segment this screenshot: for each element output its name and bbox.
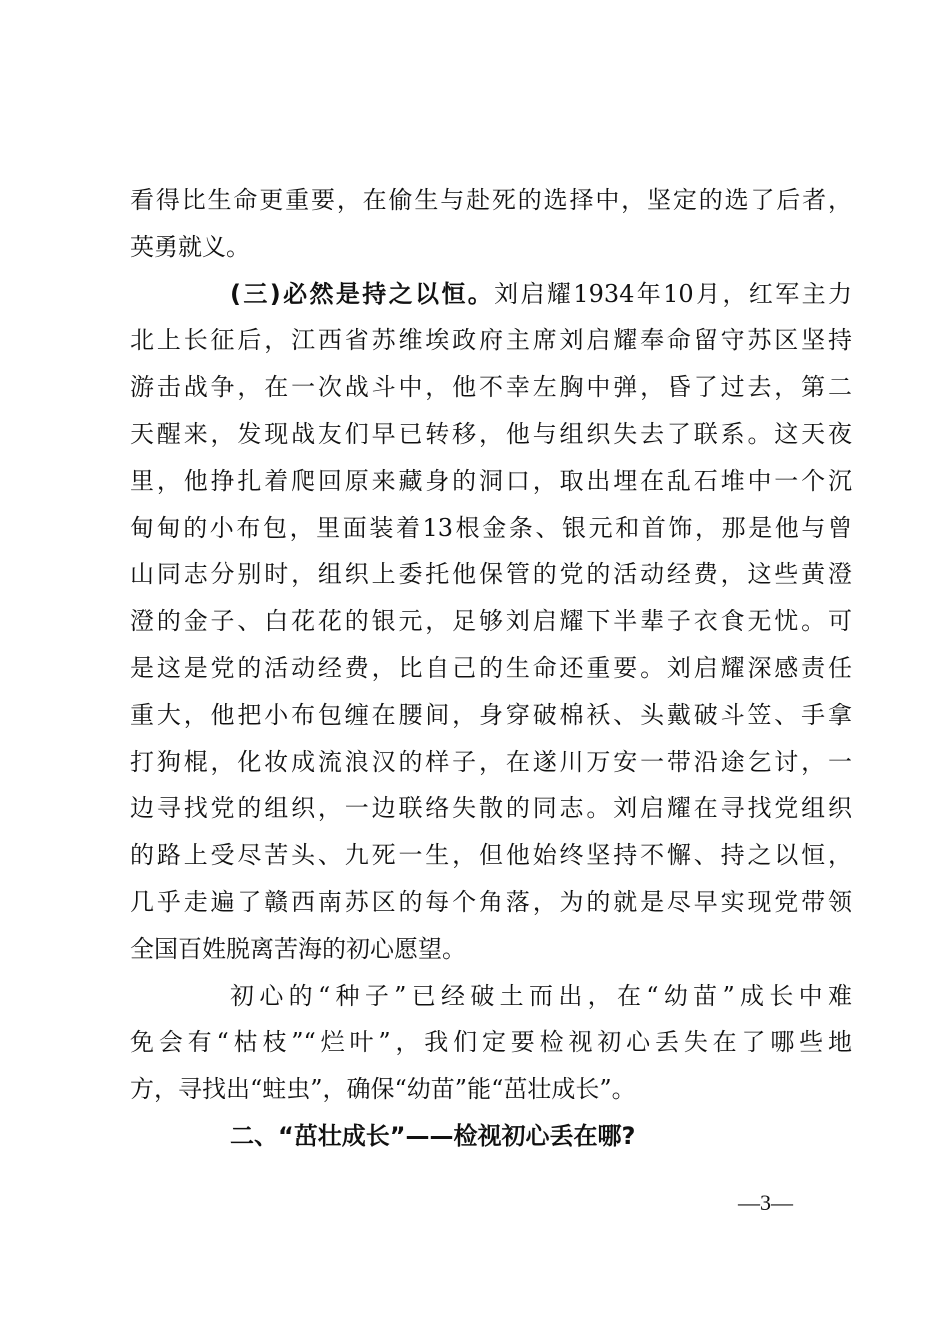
text-line <box>130 271 852 318</box>
document-body <box>130 177 852 1160</box>
text-line: 免会有“枯枝”“烂叶”，我们定要检视初心丢失在了哪些地 <box>130 1028 852 1057</box>
text-line: 看得比生命更重要，在偷生与赴死的选择中，坚定的选了后者， <box>130 186 852 214</box>
text-line: 游击战争，在一次战斗中，他不幸左胸中弹，昏了过去，第二 <box>130 373 852 402</box>
text-line: 山同志分别时，组织上委托他保管的党的活动经费，这些黄澄 <box>130 560 852 589</box>
text-line: 初心的“种子”已经破土而出，在“幼苗”成长中难 <box>230 981 852 1010</box>
text-span: 刘启耀1934年10月，红军主力 <box>494 279 852 308</box>
text-line: 英勇就义。 <box>130 232 250 261</box>
text-line: 边寻找党的组织，一边联络失散的同志。刘启耀在寻找党组织 <box>130 794 852 823</box>
text-line: 里，他挣扎着爬回原来藏身的洞口，取出埋在乱石堆中一个沉 <box>130 466 852 495</box>
text-line: 几乎走遍了赣西南苏区的每个角落，为的就是尽早实现党带领 <box>130 887 852 916</box>
text-line: 是这是党的活动经费，比自己的生命还重要。刘启耀深感责任 <box>130 653 852 682</box>
text-line: 甸甸的小布包，里面装着13根金条、银元和首饰，那是他与曾 <box>130 513 852 542</box>
text-line: 澄的金子、白花花的银元，足够刘启耀下半辈子衣食无忧。可 <box>130 607 852 636</box>
text-line: 重大，他把小布包缠在腰间，身穿破棉袄、头戴破斗笠、手拿 <box>130 700 852 729</box>
section-lead: (三)必然是持之以恒。 <box>230 279 495 308</box>
text-line: 打狗棍，化妆成流浪汉的样子，在遂川万安一带沿途乞讨，一 <box>130 747 852 776</box>
text-line: 北上长征后，江西省苏维埃政府主席刘启耀奉命留守苏区坚持 <box>130 326 852 355</box>
text-line: 全国百姓脱离苦海的初心愿望。 <box>130 934 466 963</box>
text-line: 的路上受尽苦头、九死一生，但他始终坚持不懈、持之以恒， <box>130 841 852 870</box>
text-line: 天醒来，发现战友们早已转移，他与组织失去了联系。这天夜 <box>130 419 852 448</box>
page-number: —3— <box>738 1190 793 1215</box>
section-heading: 二、“茁壮成长”——检视初心丢在哪? <box>230 1121 636 1150</box>
text-line: 方，寻找出“蛀虫”，确保“幼苗”能“茁壮成长”。 <box>130 1075 636 1104</box>
